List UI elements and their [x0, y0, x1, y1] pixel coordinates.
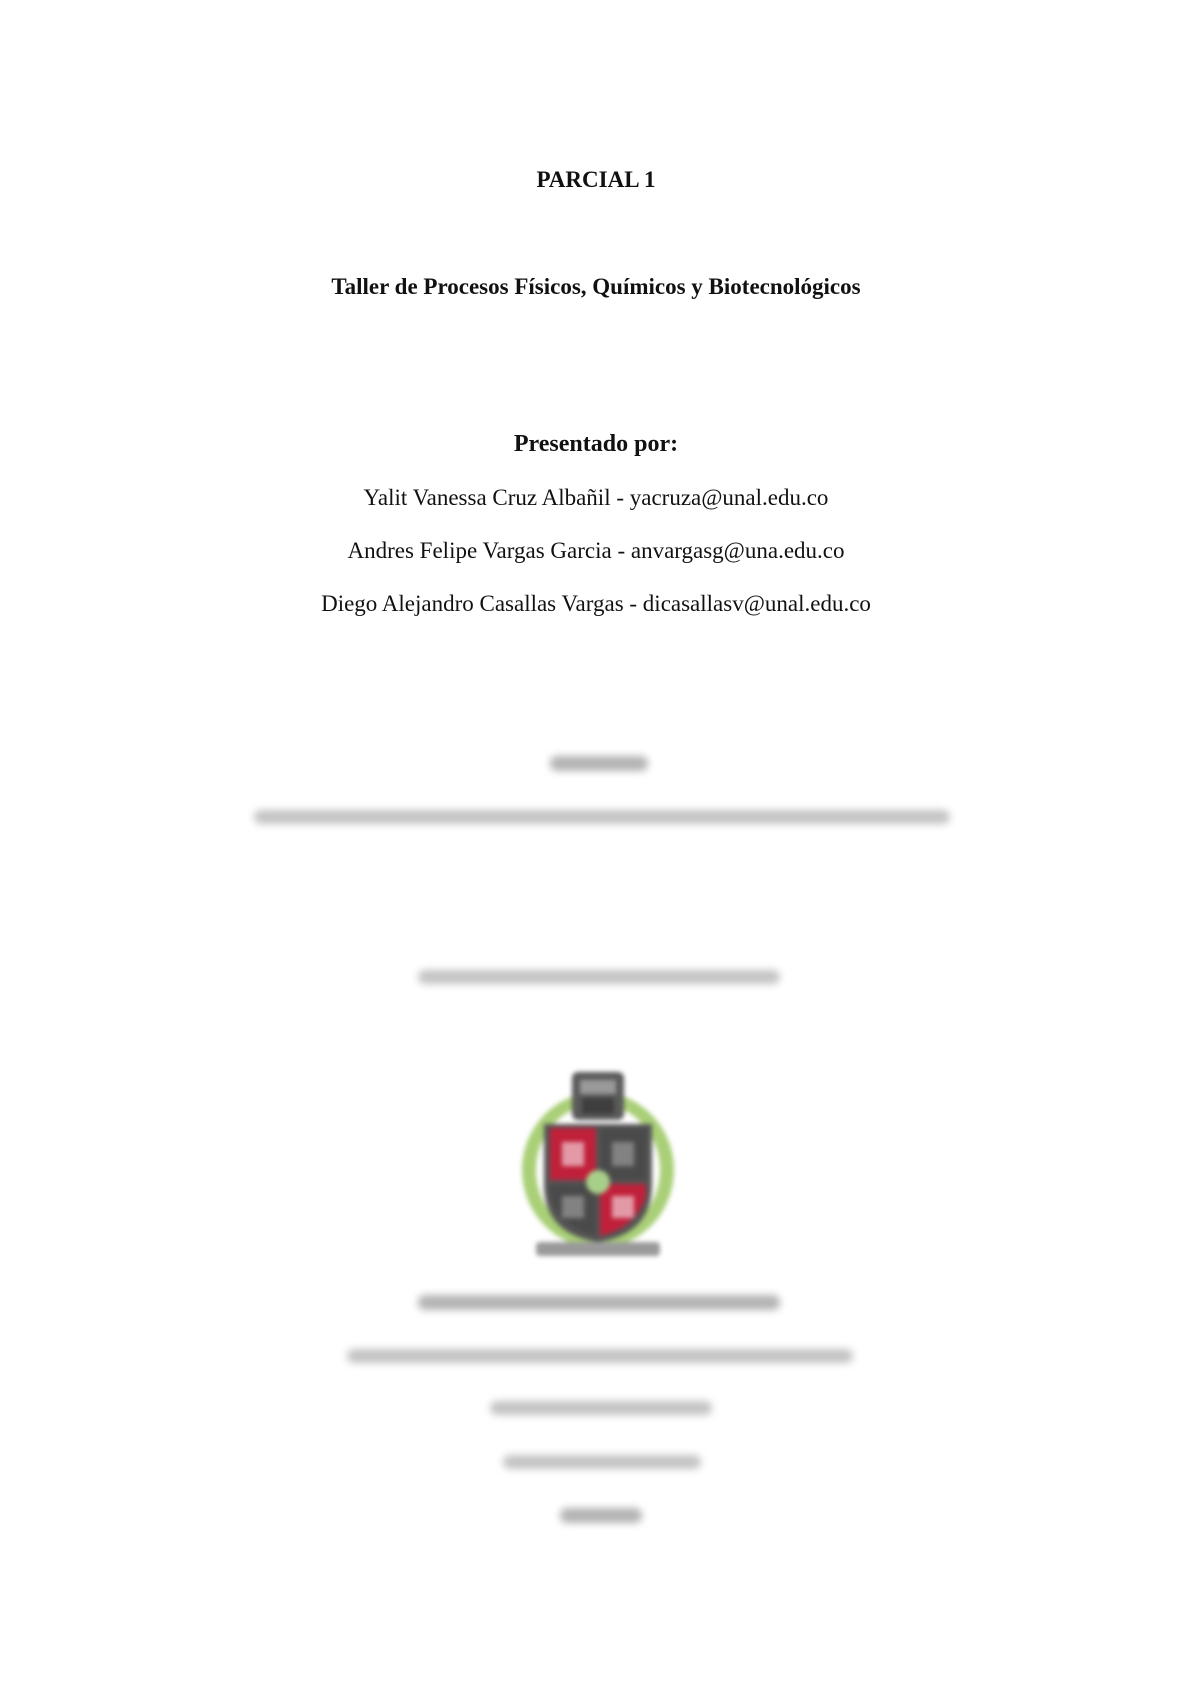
blurred-department-line: [347, 1349, 853, 1363]
author-line: Andres Felipe Vargas Garcia - anvargasg@una.edu.co: [347, 538, 845, 563]
blurred-date-line: [418, 970, 780, 984]
author-line: Yalit Vanessa Cruz Albañil - yacruza@unal.edu.co: [363, 485, 829, 510]
university-seal-logo: [520, 1066, 676, 1260]
author-line: Diego Alejandro Casallas Vargas - dicasallasv@unal.edu.co: [321, 591, 871, 616]
document-subtitle: Taller de Procesos Físicos, Químicos y Biotecnológicos: [331, 274, 861, 299]
blurred-professor-line: [254, 810, 950, 824]
document-title: PARCIAL 1: [536, 167, 656, 192]
presented-by-heading: Presentado por:: [513, 431, 679, 457]
blurred-university-line: [418, 1295, 780, 1310]
blurred-professor-heading: [550, 756, 648, 771]
blurred-program-line: [503, 1455, 701, 1469]
blurred-year-line: [560, 1508, 642, 1523]
blurred-faculty-line: [490, 1401, 712, 1415]
